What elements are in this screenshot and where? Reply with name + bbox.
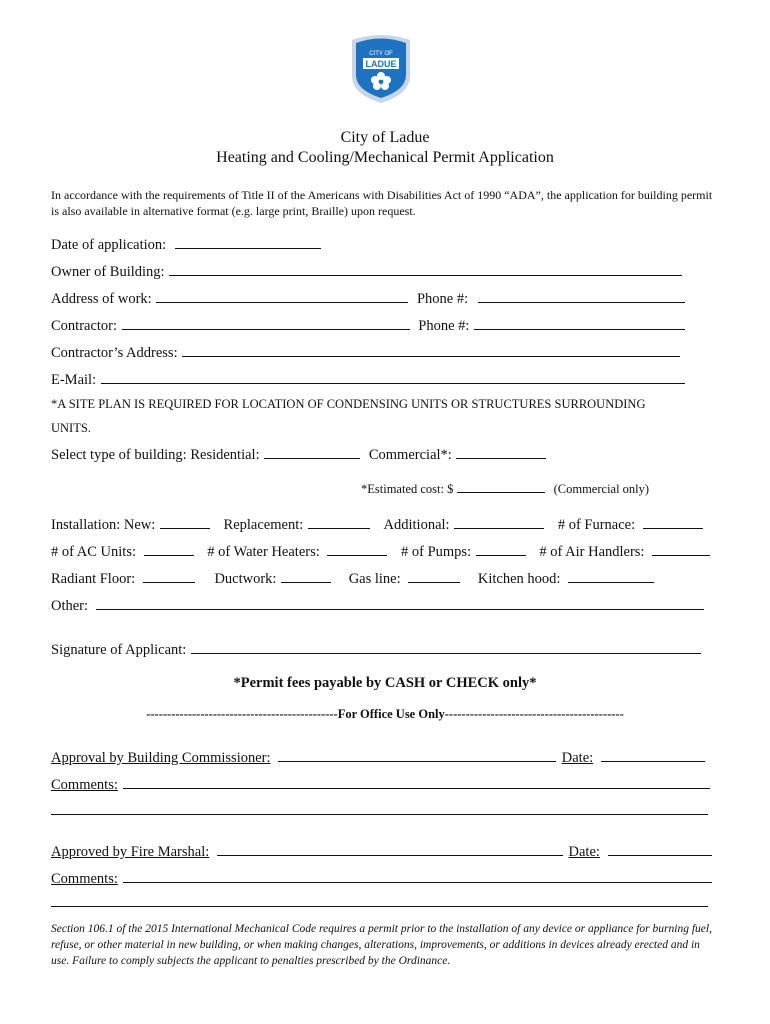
contractor-address-field[interactable] <box>182 342 680 357</box>
date-1-field[interactable] <box>601 747 705 762</box>
approval-building-field[interactable] <box>278 747 556 762</box>
email-label: E-Mail: <box>51 372 97 388</box>
phone-1-field[interactable] <box>478 288 685 303</box>
gas-line-field[interactable] <box>408 568 460 583</box>
approved-fire-field[interactable] <box>217 841 563 856</box>
other-field[interactable] <box>96 595 704 610</box>
commercial-label: Commercial*: <box>368 447 452 463</box>
permit-fees-notice: *Permit fees payable by CASH or CHECK only* <box>233 675 537 691</box>
num-ac-units-field[interactable] <box>144 541 194 556</box>
comments-2-label: Comments: <box>51 871 118 887</box>
site-plan-note-line-1: *A SITE PLAN IS REQUIRED FOR LOCATION OF CONDENSING UNITS OR STRUCTURES SURROUNDING <box>51 397 646 411</box>
row-contractor <box>51 315 687 335</box>
signature-field[interactable] <box>191 639 701 654</box>
commercial-only-label: (Commercial only) <box>553 482 650 496</box>
row-estimated-cost <box>361 480 649 498</box>
additional-field[interactable] <box>454 514 544 529</box>
gas-line-label: Gas line: <box>348 571 401 587</box>
row-comments-2 <box>51 868 714 888</box>
logo-text-ladue: LADUE <box>365 59 397 69</box>
estimated-cost-field[interactable] <box>457 481 545 493</box>
contractor-field[interactable] <box>122 315 410 330</box>
approval-building-label: Approval by Building Commissioner: <box>51 750 271 766</box>
row-owner <box>51 261 684 281</box>
row-building-type <box>51 444 548 464</box>
row-comments-1 <box>51 774 712 794</box>
replacement-field[interactable] <box>308 514 370 529</box>
num-furnace-field[interactable] <box>643 514 703 529</box>
phone-1-label: Phone #: <box>416 291 469 307</box>
kitchen-hood-label: Kitchen hood: <box>477 571 561 587</box>
owner-of-building-label: Owner of Building: <box>51 264 165 280</box>
ductwork-label: Ductwork: <box>214 571 277 587</box>
num-water-heaters-field[interactable] <box>327 541 387 556</box>
num-pumps-field[interactable] <box>476 541 526 556</box>
site-plan-note-line-2: UNITS. <box>51 421 91 435</box>
row-installation <box>51 514 705 534</box>
num-pumps-label: # of Pumps: <box>401 544 472 560</box>
installation-new-label: Installation: New: <box>51 517 156 533</box>
row-units <box>51 541 712 561</box>
num-air-handlers-label: # of Air Handlers: <box>539 544 645 560</box>
residential-field[interactable] <box>264 444 360 459</box>
owner-of-building-field[interactable] <box>169 261 682 276</box>
office-use-divider: ----------------------------------------------For Office Use Only------------------------------------------- <box>146 707 624 721</box>
logo-text-city-of: CITY OF <box>369 51 393 57</box>
kitchen-hood-field[interactable] <box>568 568 654 583</box>
radiant-floor-field[interactable] <box>143 568 195 583</box>
title-line-1: City of Ladue <box>340 129 430 146</box>
comments-1-label: Comments: <box>51 777 118 793</box>
address-of-work-label: Address of work: <box>51 291 152 307</box>
num-ac-units-label: # of AC Units: <box>51 544 136 560</box>
commercial-field[interactable] <box>456 444 546 459</box>
ada-notice: In accordance with the requirements of Title II of the Americans with Disabilities Act of 1990 “ADA”, the application for building permit is also available in alternative format (e.g. large print, Braille) upon request. <box>51 188 713 218</box>
radiant-floor-label: Radiant Floor: <box>51 571 136 587</box>
row-date-of-application <box>51 234 323 254</box>
comments-1-field[interactable] <box>123 774 710 789</box>
contractor-address-label: Contractor’s Address: <box>51 345 178 361</box>
other-label: Other: <box>51 598 89 614</box>
row-contractor-address <box>51 342 682 362</box>
row-signature <box>51 639 703 659</box>
additional-label: Additional: <box>383 517 450 533</box>
contractor-label: Contractor: <box>51 318 118 334</box>
row-email <box>51 369 687 389</box>
phone-2-field[interactable] <box>474 315 685 330</box>
select-type-label: Select type of building: Residential: <box>51 447 260 463</box>
phone-2-label: Phone #: <box>418 318 470 334</box>
num-air-handlers-field[interactable] <box>652 541 710 556</box>
signature-label: Signature of Applicant: <box>51 642 187 658</box>
date-2-label: Date: <box>568 844 600 860</box>
row-radiant <box>51 568 656 588</box>
email-field[interactable] <box>101 369 685 384</box>
date-2-field[interactable] <box>608 841 712 856</box>
num-water-heaters-label: # of Water Heaters: <box>207 544 320 560</box>
row-approval-building <box>51 747 707 767</box>
address-of-work-field[interactable] <box>156 288 408 303</box>
installation-new-field[interactable] <box>160 514 210 529</box>
title-line-2: Heating and Cooling/Mechanical Permit Application <box>216 149 554 166</box>
date-1-label: Date: <box>561 750 594 766</box>
replacement-label: Replacement: <box>223 517 304 533</box>
comments-2-field[interactable] <box>123 868 712 883</box>
date-of-application-field[interactable] <box>175 234 321 249</box>
comments-1-extra-line[interactable] <box>51 814 708 815</box>
row-other <box>51 595 706 615</box>
row-approved-fire <box>51 841 714 861</box>
estimated-cost-label: *Estimated cost: $ <box>361 482 454 496</box>
code-section-footer: Section 106.1 of the 2015 International Mechanical Code requires a permit prior to the installation of any device or appliance for burning fuel, refuse, or other material in new building, or when making changes, alterations, improvements, or additions in devices already erected and in use. Failure to comply subjects the applicant to penalties prescribed by the Ordinance. <box>51 923 712 967</box>
ductwork-field[interactable] <box>281 568 331 583</box>
date-of-application-label: Date of application: <box>51 237 167 253</box>
comments-2-extra-line[interactable] <box>51 906 708 907</box>
approved-fire-label: Approved by Fire Marshal: <box>51 844 210 860</box>
row-address <box>51 288 687 308</box>
city-of-ladue-logo <box>346 32 416 104</box>
num-furnace-label: # of Furnace: <box>557 517 636 533</box>
